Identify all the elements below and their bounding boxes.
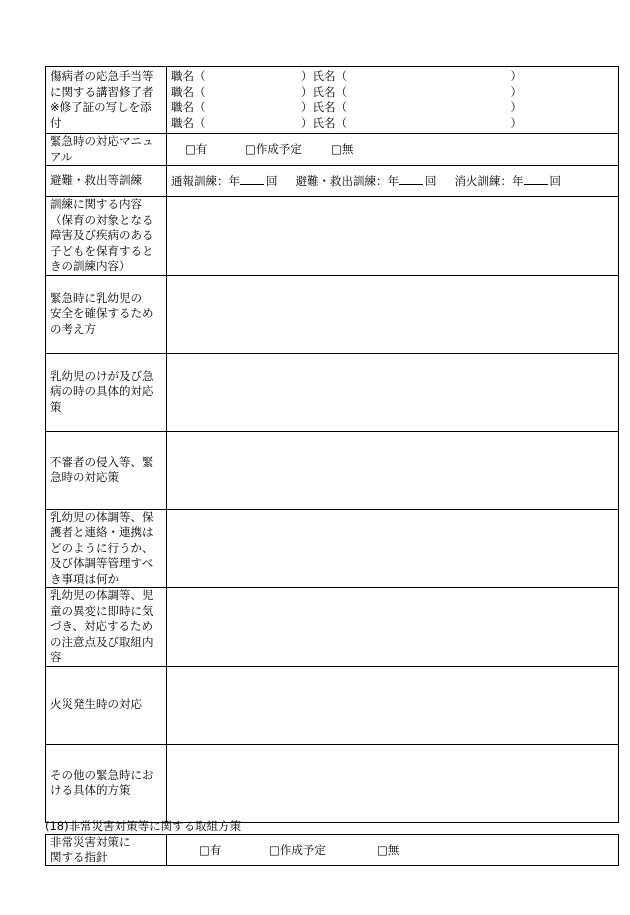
drill-item-suffix: 回 <box>549 174 561 189</box>
job-close: ） <box>301 69 313 83</box>
label-line: 傷病者の応急手当等 <box>50 69 154 83</box>
label-line: 非常災害対策に <box>50 835 131 849</box>
staff-entry[interactable] <box>171 116 614 132</box>
job-close: ） <box>301 115 313 130</box>
name-close: ） <box>510 84 522 99</box>
row-label <box>46 275 167 353</box>
label-line: 及び体調等管理すべ <box>50 556 154 570</box>
answer-cell[interactable] <box>167 197 619 276</box>
disaster-policy-table <box>45 834 619 866</box>
other-emergency-row <box>46 744 619 822</box>
label-line: 不審者の侵入等、緊 <box>50 454 154 469</box>
policy-option-yes[interactable]: □有 <box>199 842 222 857</box>
count-blank[interactable] <box>240 172 264 185</box>
answer-cell[interactable] <box>167 431 619 509</box>
job-close: ） <box>301 100 313 114</box>
safety-concept-row <box>46 275 619 353</box>
label-line: 急時の対応策 <box>50 470 119 484</box>
label-line: 策 <box>50 399 62 414</box>
name-label: 氏名（ <box>312 115 347 130</box>
label-line: に関する講習修了者 <box>50 84 154 99</box>
staff-entry[interactable] <box>171 100 614 116</box>
count-blank[interactable] <box>524 172 548 185</box>
name-label: 氏名（ <box>312 84 347 99</box>
label-line: 訓練に関する内容 <box>50 197 142 211</box>
job-title-label: 職名（ <box>171 84 206 99</box>
name-label: 氏名（ <box>312 100 347 114</box>
label-line: （保育の対象となる <box>50 212 154 227</box>
injury-illness-row <box>46 353 619 431</box>
drill-row <box>46 166 619 197</box>
job-close: ） <box>301 84 313 99</box>
manual-label: 緊急時の対応マニュアル <box>46 134 167 166</box>
drill-counts-cell <box>167 166 619 197</box>
row-label <box>46 431 167 509</box>
emergency-form-table <box>45 66 619 823</box>
manual-option-planned[interactable]: □作成予定 <box>245 141 302 156</box>
drill-item <box>296 174 437 188</box>
training-content-row <box>46 197 619 276</box>
label-line: き事項は何か <box>50 571 119 586</box>
answer-cell[interactable] <box>167 588 619 667</box>
section-18-title: (18)非常災害対策等に関する取組方策 <box>45 819 242 833</box>
answer-cell[interactable] <box>167 353 619 431</box>
guardian-contact-row <box>46 509 619 588</box>
manual-option-yes[interactable]: □有 <box>185 141 208 156</box>
staff-entries-cell[interactable] <box>167 67 619 134</box>
fire-response-row <box>46 666 619 744</box>
label-line: 火災発生時の対応 <box>50 697 142 712</box>
label-line: 安全を確保するため <box>50 306 154 321</box>
row-label <box>46 744 167 822</box>
drill-item <box>171 174 278 188</box>
drill-item-suffix: 回 <box>425 174 437 189</box>
label-line: の考え方 <box>50 321 96 336</box>
job-title-label: 職名（ <box>171 115 206 130</box>
job-title-label: 職名（ <box>171 69 206 83</box>
drill-item <box>455 174 562 188</box>
staff-entry[interactable] <box>171 69 614 85</box>
staff-label-cell <box>46 67 167 134</box>
drill-item-label: 通報訓練：年 <box>171 174 240 189</box>
answer-cell[interactable] <box>167 275 619 353</box>
disaster-policy-options <box>167 835 619 866</box>
label-line: 子どもを保育すると <box>50 243 154 258</box>
manual-row <box>46 134 619 166</box>
row-label <box>46 509 167 588</box>
label-line: 容 <box>50 650 62 664</box>
name-close: ） <box>510 69 522 83</box>
name-label: 氏名（ <box>312 69 347 83</box>
label-line: 緊急時に乳幼児の <box>50 290 142 305</box>
label-line: 付 <box>50 115 62 130</box>
label-line: ける具体的方策 <box>50 783 131 797</box>
label-line: の注意点及び取組内 <box>50 634 154 649</box>
drill-item-label: 消火訓練：年 <box>454 174 524 189</box>
label-line: 乳幼児の体調等、児 <box>50 588 154 602</box>
label-line: づき、対応するため <box>50 619 154 633</box>
label-line: 関する指針 <box>50 850 108 864</box>
label-line: 童の異変に即時に気 <box>50 603 154 618</box>
policy-option-planned[interactable]: □作成予定 <box>269 842 326 857</box>
count-blank[interactable] <box>399 172 423 185</box>
row-label <box>46 197 167 276</box>
policy-option-no[interactable]: □無 <box>377 842 400 857</box>
answer-cell[interactable] <box>167 666 619 744</box>
disaster-policy-row <box>46 835 619 866</box>
label-line: きの訓練内容） <box>50 259 131 273</box>
label-line: どのように行うか、 <box>50 540 154 555</box>
answer-cell[interactable] <box>167 509 619 588</box>
label-line: その他の緊急時にお <box>50 767 154 782</box>
row-label <box>46 353 167 431</box>
staff-row <box>46 67 619 134</box>
label-line: ※修了証の写しを添 <box>50 100 152 114</box>
row-label <box>46 588 167 667</box>
label-line: 障害及び疾病のある <box>50 228 154 242</box>
row-label <box>46 666 167 744</box>
manual-option-no[interactable]: □無 <box>331 141 354 156</box>
staff-entry[interactable] <box>171 85 614 101</box>
answer-cell[interactable] <box>167 744 619 822</box>
label-line: 病の時の具体的対応 <box>50 384 154 399</box>
label-line: 乳幼児のけが及び急 <box>50 368 154 383</box>
job-title-label: 職名（ <box>171 100 206 114</box>
name-close: ） <box>510 115 522 130</box>
intruder-row <box>46 431 619 509</box>
drill-label: 避難・救出等訓練 <box>46 166 167 197</box>
label-line: 護者と連絡・連携は <box>50 525 154 539</box>
label-line: 乳幼児の体調等、保 <box>50 509 154 524</box>
drill-item-label: 避難・救出訓練：年 <box>295 174 399 189</box>
drill-item-suffix: 回 <box>266 174 278 189</box>
name-close: ） <box>510 100 522 114</box>
manual-options-cell <box>167 134 619 166</box>
abnormality-detection-row <box>46 588 619 667</box>
disaster-policy-label <box>46 835 167 866</box>
